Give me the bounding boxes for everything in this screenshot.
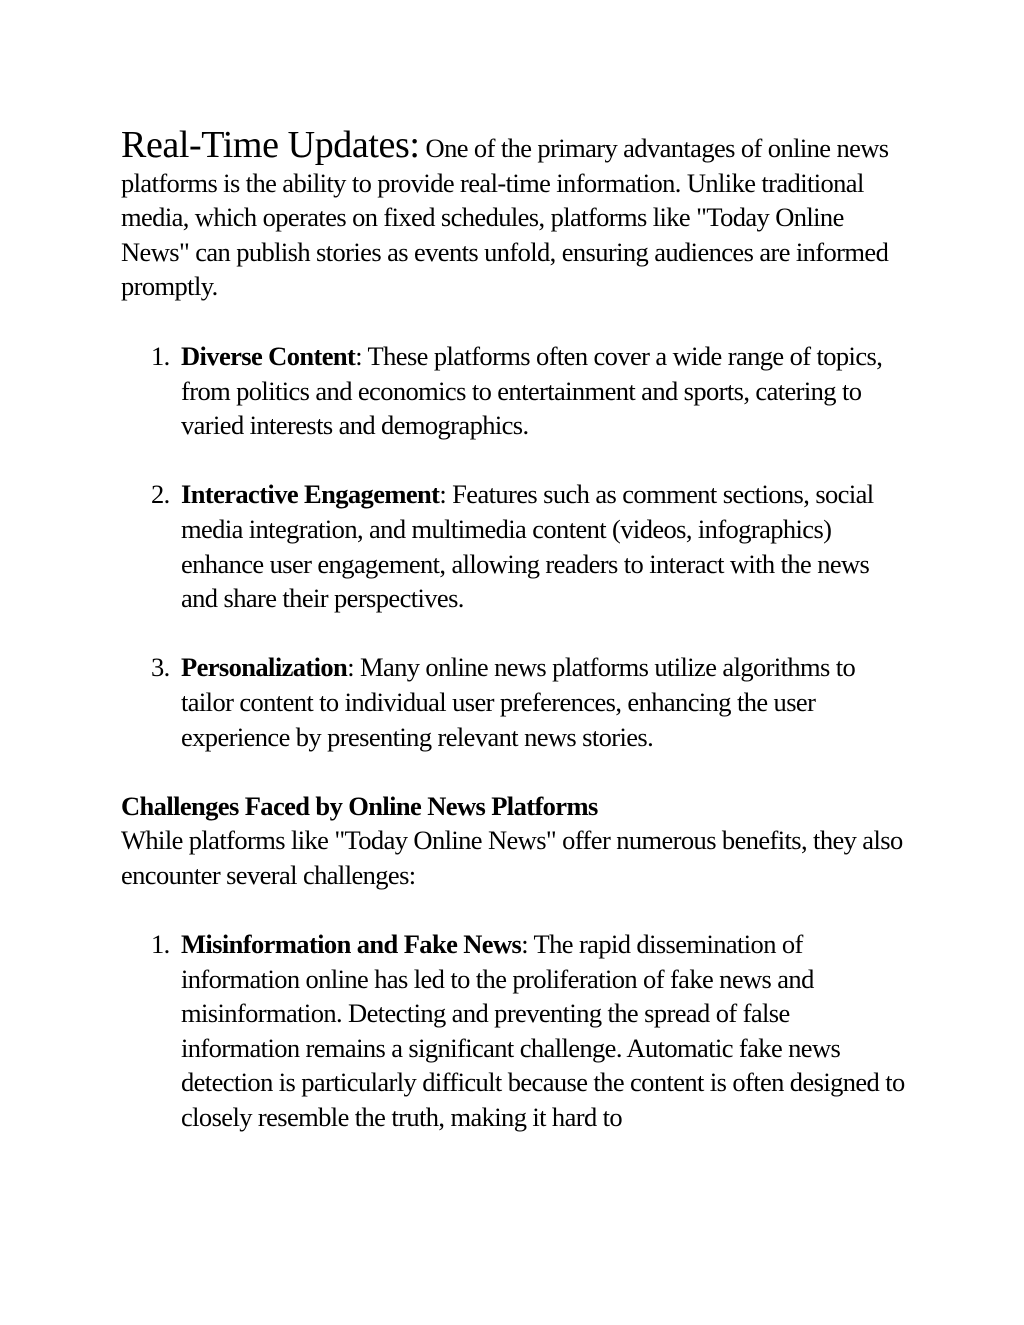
list-item — [121, 927, 911, 1135]
list-item-number: 3. — [151, 652, 170, 683]
list-item-text: : These platforms often cover a wide range of topics, from politics and economics to entertainment and sports, catering to varied interests and demographics. — [181, 340, 883, 441]
document-body — [121, 124, 911, 1135]
intro-text: One of the primary advantages of online news platforms is the ability to provide real-time information. Unlike traditional media, which operates on fixed schedules, platforms like "Today Online News" can publish stories as events unfold, ensuring audiences are informed promptly. — [121, 133, 889, 302]
list-item-number: 2. — [151, 479, 170, 510]
challenges-list — [121, 927, 911, 1135]
list-item — [121, 650, 911, 754]
list-item-term: Personalization — [181, 652, 348, 683]
list-item-term: Interactive Engagement — [181, 479, 440, 510]
list-item-number: 1. — [151, 340, 170, 371]
list-item-term: Misinformation and Fake News — [181, 929, 522, 960]
section-heading: Challenges Faced by Online News Platforms — [121, 790, 598, 821]
list-item-text: : Features such as comment sections, social media integration, and multimedia content (videos, infographics) enhance user engagement, allowing readers to interact with the news and share their perspectives. — [181, 479, 874, 614]
intro-paragraph — [121, 124, 911, 304]
intro-lead-heading: Real-Time Updates: — [121, 124, 420, 166]
list-item — [121, 339, 911, 443]
list-item-text: : Many online news platforms utilize algorithms to tailor content to individual user preferences, enhancing the user experience by presenting relevant news stories. — [181, 652, 856, 752]
list-item-text: : The rapid dissemination of information online has led to the proliferation of fake news and misinformation. Detecting and preventing the spread of false information remains a significant challenge. Automatic fake news detection is particularly difficult because the content is often designed to closely resemble the truth, making it hard to — [181, 929, 905, 1133]
list-item-term: Diverse Content — [181, 340, 356, 371]
list-item-number: 1. — [151, 929, 170, 960]
list-item — [121, 477, 911, 615]
advantages-list — [121, 339, 911, 754]
section-intro: While platforms like "Today Online News" offer numerous benefits, they also encounter several challenges: — [121, 825, 903, 890]
